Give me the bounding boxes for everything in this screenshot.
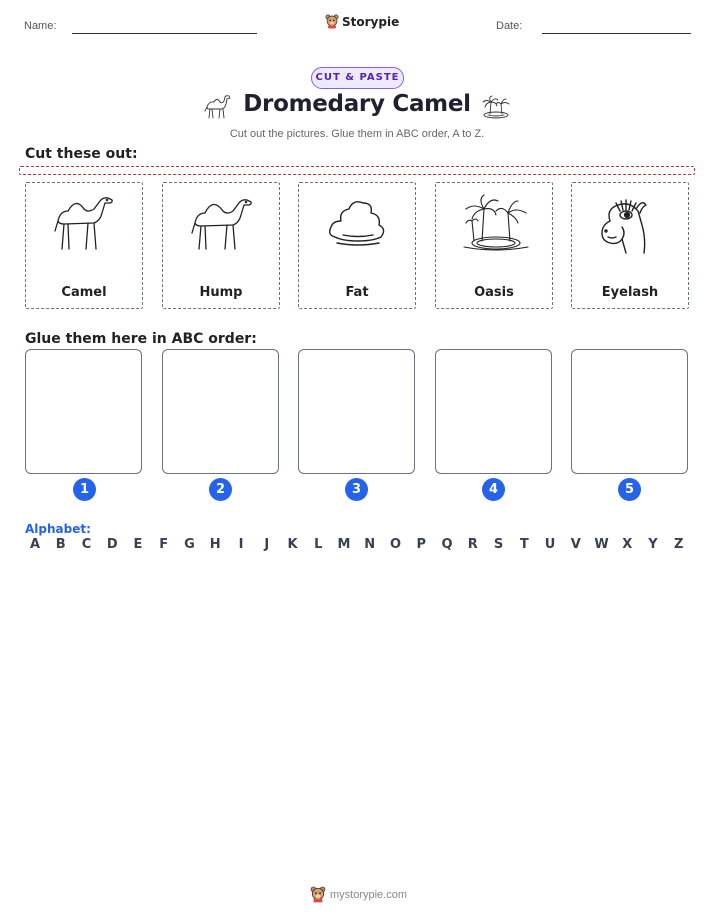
card-label: Eyelash [601,285,659,300]
alphabet-label: Alphabet: [25,522,91,536]
small-camel-icon [203,93,233,121]
alphabet-letter: D [106,537,118,552]
name-label: Name: [24,20,57,32]
alphabet-letter: O [389,537,402,552]
card-label: Fat [345,285,369,300]
alphabet-letter: F [159,537,169,552]
alphabet-letter: N [364,537,376,552]
glue-section-label: Glue them here in ABC order: [25,331,257,347]
card-label: Camel [61,285,107,300]
glue-slot-1[interactable] [25,349,142,474]
cut-card-eyelash[interactable] [571,182,689,309]
alphabet-letter: A [29,537,41,552]
alphabet-letter: B [55,537,66,552]
card-label: Oasis [474,285,514,300]
cut-section-label: Cut these out: [25,146,138,162]
alphabet-letter: G [184,537,195,552]
card-label: Hump [199,285,243,300]
alphabet-letter: Q [441,537,453,552]
slot-number-badge: 3 [345,478,368,501]
alphabet-letter: Z [674,537,684,552]
alphabet-letter: J [264,537,270,552]
name-field-line[interactable] [72,33,257,34]
camel-hump-icon [187,191,257,255]
glue-slot-3[interactable] [298,349,415,474]
alphabet-letter: C [81,537,92,552]
alphabet-letter: E [133,537,143,552]
alphabet-letter: I [238,537,244,552]
oasis-icon [460,191,530,255]
alphabet-letter: M [337,537,351,552]
alphabet-letter: T [519,537,529,552]
alphabet-letter: K [287,537,298,552]
slot-number-badge: 1 [73,478,96,501]
cut-card-oasis[interactable] [435,182,553,309]
bear-mascot-icon [325,14,339,29]
alphabet-letter: W [594,537,609,552]
alphabet-letter: S [493,537,504,552]
slot-number-badge: 5 [618,478,641,501]
alphabet-letter: U [544,537,556,552]
activity-tag: CUT & PASTE [311,67,404,89]
glue-slot-4[interactable] [435,349,552,474]
footer-url[interactable]: mystorypie.com [330,888,408,901]
cut-dashed-line [19,166,695,175]
page-title: Dromedary Camel [243,91,471,117]
brand-logo [325,14,399,29]
camel-face-eyelash-icon [596,191,666,255]
alphabet-row [25,537,689,552]
glue-slot-2[interactable] [162,349,279,474]
alphabet-letter: Y [648,537,658,552]
fat-blob-icon [323,191,393,255]
brand-name: Storypie [342,14,400,29]
small-oasis-icon [480,94,512,120]
alphabet-letter: L [314,537,323,552]
footer [310,886,407,903]
alphabet-letter: H [209,537,221,552]
slot-number-badge: 4 [482,478,505,501]
instructions: Cut out the pictures. Glue them in ABC order, A to Z. [229,128,485,140]
cut-card-camel[interactable] [25,182,143,309]
glue-slot-5[interactable] [571,349,688,474]
alphabet-letter: P [416,537,427,552]
date-field-line[interactable] [542,33,691,34]
camel-icon [50,191,120,255]
alphabet-letter: X [622,537,633,552]
slot-number-badge: 2 [209,478,232,501]
cut-card-fat[interactable] [298,182,416,309]
alphabet-letter: V [570,537,581,552]
cut-card-hump[interactable] [162,182,280,309]
alphabet-letter: R [467,537,478,552]
bear-mascot-icon [310,886,326,903]
date-label: Date: [496,20,523,32]
